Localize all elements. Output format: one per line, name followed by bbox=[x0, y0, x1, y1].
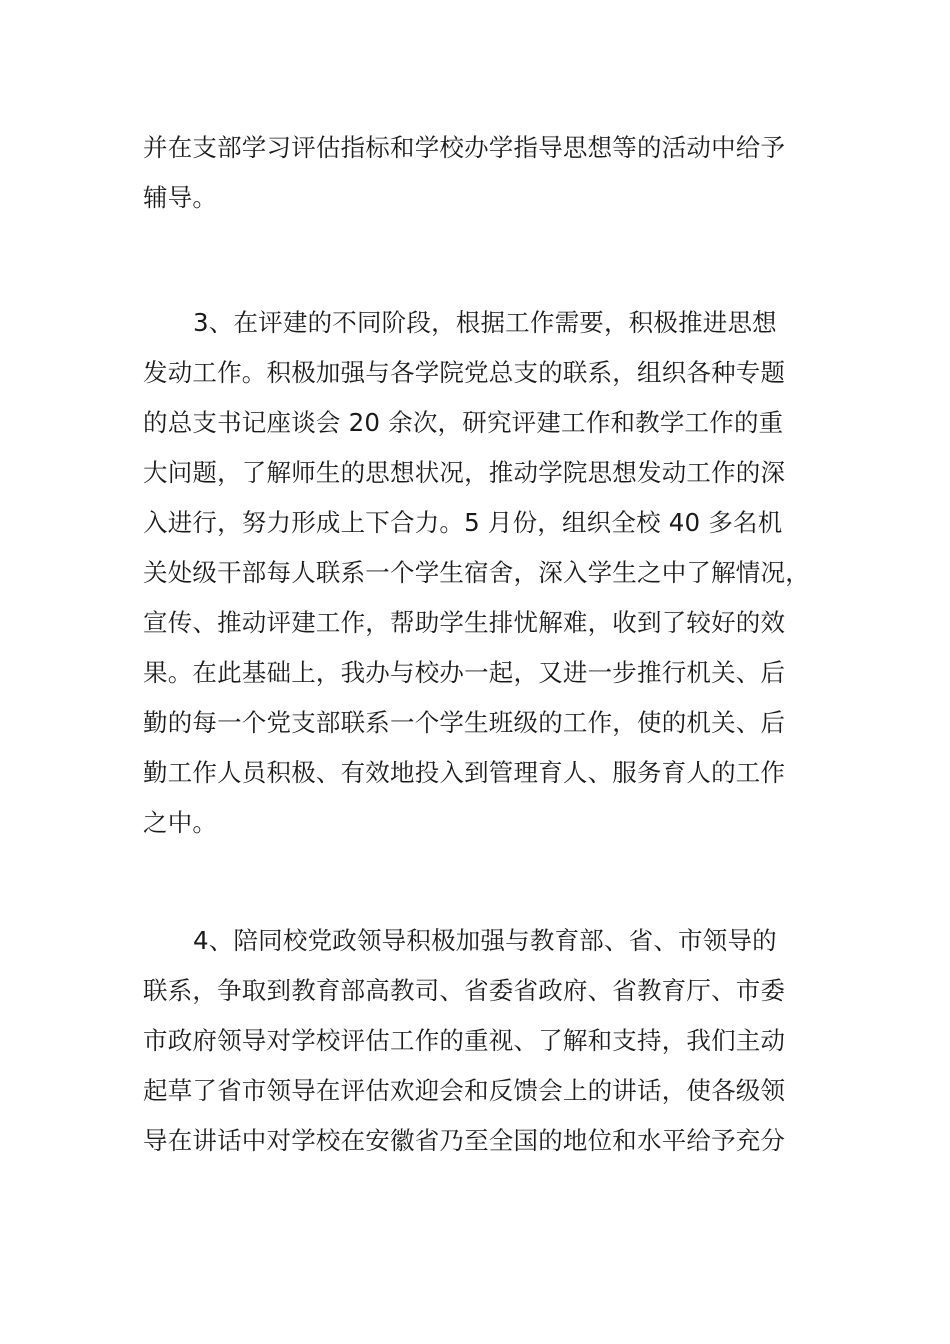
text-line: 3、在评建的不同阶段，根据工作需要，积极推进思想 bbox=[193, 308, 777, 337]
text-line: 勤工作人员积极、有效地投入到管理育人、服务育人的工作 bbox=[143, 758, 786, 787]
text-line: 联系，争取到教育部高教司、省委省政府、省教育厅、市委 bbox=[143, 976, 786, 1005]
text-line: 关处级干部每人联系一个学生宿舍，深入学生之中了解情况， bbox=[143, 558, 810, 587]
text-line: 发动工作。积极加强与各学院党总支的联系，组织各种专题 bbox=[143, 358, 786, 387]
text-line: 宣传、推动评建工作，帮助学生排忧解难，收到了较好的效 bbox=[143, 608, 786, 637]
text-line: 之中。 bbox=[143, 808, 218, 837]
text-line: 市政府领导对学校评估工作的重视、了解和支持，我们主动 bbox=[143, 1026, 786, 1055]
text-line: 起草了省市领导在评估欢迎会和反馈会上的讲话，使各级领 bbox=[143, 1076, 786, 1105]
text-line: 4、陪同校党政领导积极加强与教育部、省、市领导的 bbox=[193, 926, 777, 955]
text-line: 导在讲话中对学校在安徽省乃至全国的地位和水平给予充分 bbox=[143, 1126, 786, 1155]
text-line: 勤的每一个党支部联系一个学生班级的工作，使的机关、后 bbox=[143, 708, 786, 737]
text-line: 辅导。 bbox=[143, 183, 218, 212]
text-line: 的总支书记座谈会 20 余次，研究评建工作和教学工作的重 bbox=[143, 408, 784, 437]
text-line: 果。在此基础上，我办与校办一起，又进一步推行机关、后 bbox=[143, 658, 786, 687]
text-line: 并在支部学习评估指标和学校办学指导思想等的活动中给予 bbox=[143, 133, 786, 162]
text-line: 入进行，努力形成上下合力。5 月份，组织全校 40 多名机 bbox=[143, 508, 783, 537]
text-line: 大问题，了解师生的思想状况，推动学院思想发动工作的深 bbox=[143, 458, 786, 487]
